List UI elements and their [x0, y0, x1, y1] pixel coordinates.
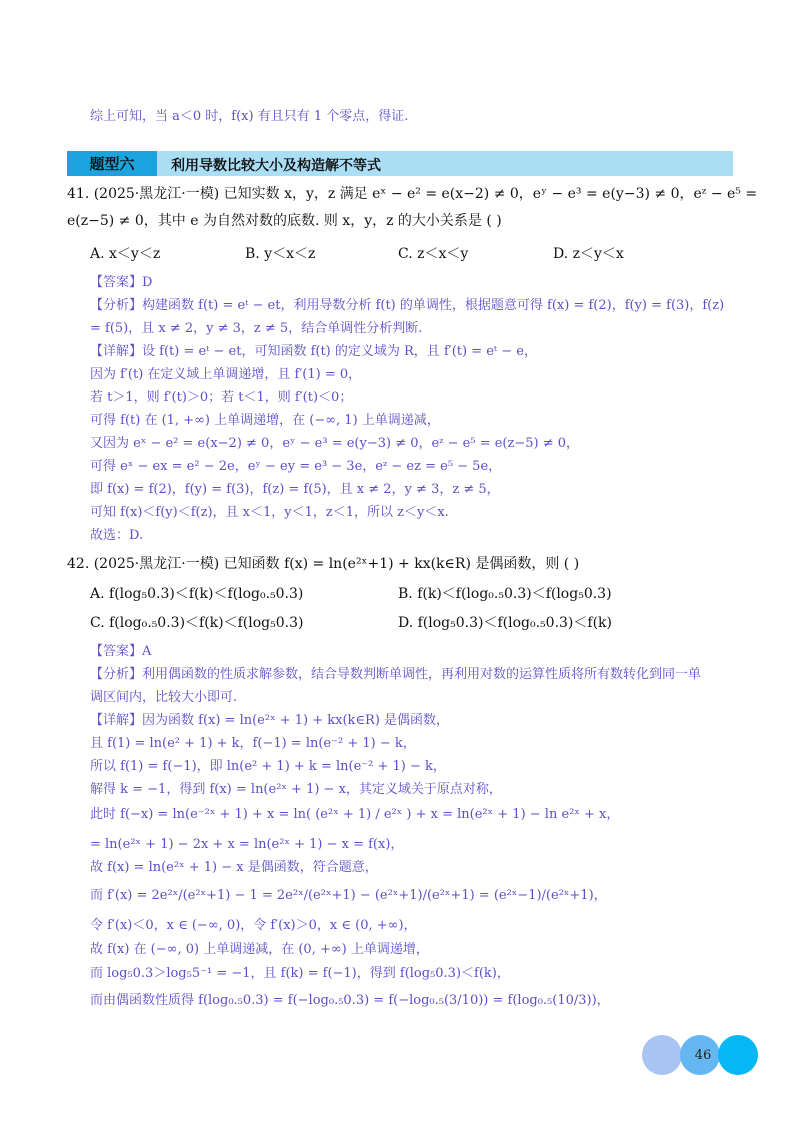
q42-analysis-line: 调区间内，比较大小即可.	[90, 690, 238, 705]
q42-detail-line: 故 f(x) = ln(e²ˣ + 1) − x 是偶函数，符合题意，	[90, 860, 378, 875]
q42-detail-line: 且 f(1) = ln(e² + 1) + k，f(−1) = ln(e⁻² + 1) − k，	[90, 736, 416, 751]
q41-detail-line: 故选：D.	[90, 528, 144, 543]
q41-option-d: D. z＜y＜x	[553, 246, 624, 262]
page-number: 46	[694, 1047, 712, 1063]
q41-detail-line: 【详解】设 f(t) = eᵗ − et，可知函数 f(t) 的定义域为 R，且 f′(t) = eᵗ − e，	[90, 344, 537, 359]
q41-stem-line2: e(z−5) ≠ 0，其中 e 为自然对数的底数. 则 x，y，z 的大小关系是 ( )	[67, 213, 502, 229]
section-tag: 题型六	[67, 151, 157, 176]
q42-option-a: A. f(log₅0.3)＜f(k)＜f(log₀.₅0.3)	[90, 586, 304, 602]
q42-detail-line: = ln(e²ˣ + 1) − 2x + x = ln(e²ˣ + 1) − x = f(x)，	[90, 837, 404, 852]
q42-detail-line: 而由偶函数性质得 f(log₀.₅0.3) = f(−log₀.₅0.3) = f(−log₀.₅(3/10)) = f(log₀.₅(10/3))，	[90, 993, 610, 1008]
q41-detail-line: 可得 f(t) 在 (1, +∞) 上单调递增，在 (−∞, 1) 上单调递减，	[90, 413, 440, 428]
q41-detail-line: 又因为 eˣ − e² = e(x−2) ≠ 0，eʸ − e³ = e(y−3) ≠ 0，eᶻ − e⁵ = e(z−5) ≠ 0，	[90, 436, 579, 451]
q41-option-b: B. y＜x＜z	[245, 246, 316, 262]
q41-detail-line: 若 t＞1，则 f′(t)＞0；若 t＜1，则 f′(t)＜0；	[90, 390, 353, 405]
q42-detail-line: 令 f′(x)＜0，x ∈ (−∞, 0)，令 f′(x)＞0，x ∈ (0, +∞)，	[90, 918, 417, 933]
q42-answer: 【答案】A	[90, 644, 152, 659]
q42-detail-line: 而 f′(x) = 2e²ˣ/(e²ˣ+1) − 1 = 2e²ˣ/(e²ˣ+1) − (e²ˣ+1)/(e²ˣ+1) = (e²ˣ−1)/(e²ˣ+1)，	[90, 888, 607, 903]
q41-option-c: C. z＜x＜y	[398, 246, 469, 262]
page-badge-circle-left	[642, 1035, 682, 1075]
q42-detail-line: 所以 f(1) = f(−1)，即 ln(e² + 1) + k = ln(e⁻² + 1) − k，	[90, 759, 446, 774]
q41-analysis-line: 【分析】构建函数 f(t) = eᵗ − et，利用导数分析 f(t) 的单调性，根据题意可得 f(x) = f(2)，f(y) = f(3)，f(z)	[90, 298, 725, 313]
q41-detail-line: 因为 f′(t) 在定义域上单调递增，且 f′(1) = 0，	[90, 367, 362, 382]
q41-option-a: A. x＜y＜z	[90, 246, 161, 262]
q42-detail-line: 解得 k = −1，得到 f(x) = ln(e²ˣ + 1) − x，其定义域关于原点对称，	[90, 782, 502, 797]
q41-stem-line1: 41. (2025·黑龙江·一模) 已知实数 x，y，z 满足 eˣ − e² = e(x−2) ≠ 0，eʸ − e³ = e(y−3) ≠ 0，eᶻ − e⁵ =	[67, 186, 758, 202]
section-title: 利用导数比较大小及构造解不等式	[171, 158, 381, 174]
page-badge-circle-right	[718, 1035, 758, 1075]
section-banner	[67, 151, 733, 176]
q42-detail-line: 【详解】因为函数 f(x) = ln(e²ˣ + 1) + kx(k∈R) 是偶函数，	[90, 713, 450, 728]
q41-analysis-line: = f(5)，且 x ≠ 2，y ≠ 3，z ≠ 5，结合单调性分析判断.	[90, 321, 423, 336]
q42-detail-line: 此时 f(−x) = ln(e⁻²ˣ + 1) + x = ln( (e²ˣ + 1) / e²ˣ ) + x = ln(e²ˣ + 1) − ln e²ˣ + x，	[90, 807, 620, 822]
q42-detail-line: 故 f(x) 在 (−∞, 0) 上单调递减，在 (0, +∞) 上单调递增，	[90, 942, 429, 957]
q42-option-c: C. f(log₀.₅0.3)＜f(k)＜f(log₅0.3)	[90, 615, 304, 631]
q41-answer: 【答案】D	[90, 275, 153, 290]
q42-analysis-line: 【分析】利用偶函数的性质求解参数，结合导数判断单调性，再利用对数的运算性质将所有数转化到同一单	[90, 667, 702, 682]
q41-detail-line: 可知 f(x)＜f(y)＜f(z)，且 x＜1，y＜1，z＜1，所以 z＜y＜x.	[90, 505, 449, 520]
intro-conclusion: 综上可知，当 a＜0 时，f(x) 有且只有 1 个零点，得证.	[90, 109, 409, 124]
q42-option-d: D. f(log₅0.3)＜f(log₀.₅0.3)＜f(k)	[398, 615, 612, 631]
q42-stem: 42. (2025·黑龙江·一模) 已知函数 f(x) = ln(e²ˣ+1) + kx(k∈R) 是偶函数，则 ( )	[67, 556, 580, 572]
q41-detail-line: 可得 eˣ − ex = e² − 2e，eʸ − ey = e³ − 3e，eᶻ − ez = e⁵ − 5e，	[90, 459, 502, 474]
q41-detail-line: 即 f(x) = f(2)，f(y) = f(3)，f(z) = f(5)，且 x ≠ 2，y ≠ 3，z ≠ 5，	[90, 482, 500, 497]
q42-detail-line: 而 log₅0.3＞log₅5⁻¹ = −1，且 f(k) = f(−1)，得到 f(log₅0.3)＜f(k)，	[90, 966, 510, 981]
q42-option-b: B. f(k)＜f(log₀.₅0.3)＜f(log₅0.3)	[398, 586, 612, 602]
